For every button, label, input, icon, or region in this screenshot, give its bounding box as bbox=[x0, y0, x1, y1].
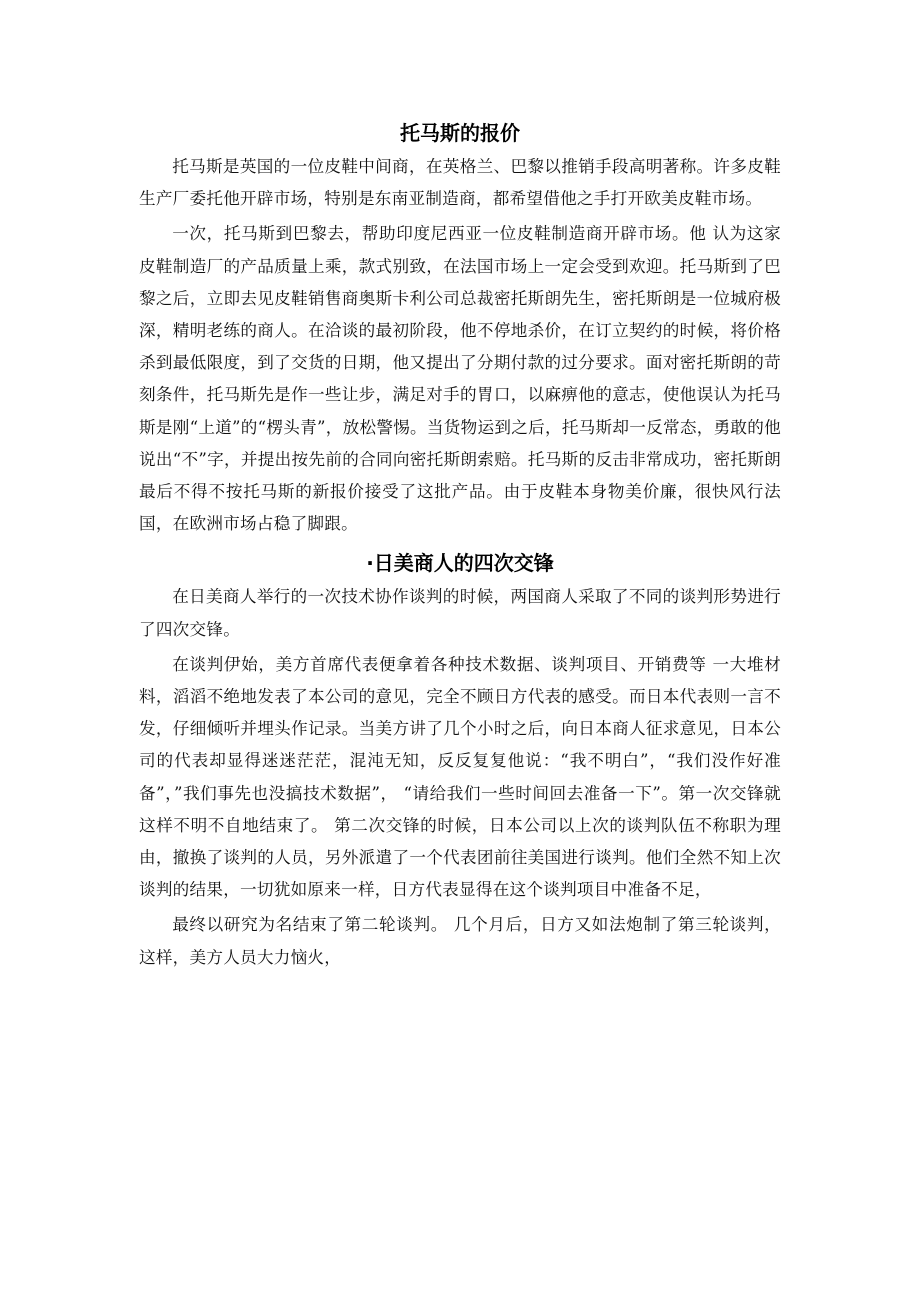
paragraph-third-round: 最终以研究为名结束了第二轮谈判。 几个月后，日方又如法炮制了第三轮谈判，这样，美方人员大力恼火， bbox=[139, 915, 781, 967]
paragraph-negotiation-intro: 在日美商人举行的一次技术协作谈判的时候，两国商人采取了不同的谈判形势进行了四次交锋。 bbox=[139, 587, 781, 639]
paragraph-thomas-intro: 托马斯是英国的一位皮鞋中间商，在英格兰、巴黎以推销手段高明著称。许多皮鞋生产厂委托他开辟市场，特别是东南亚制造商，都希望借他之手打开欧美皮鞋市场。 bbox=[139, 157, 781, 209]
paragraph-thomas-paris-story: 一次，托马斯到巴黎去，帮助印度尼西亚一位皮鞋制造商开辟市场。他 认为这家皮鞋制造厂的产品质量上乘，款式别致，在法国市场上一定会受到欢迎。托马斯到了巴黎之后，立即去见皮鞋销售商奥斯卡利公司总裁密托斯朗先生，密托斯朗是一位城府极深，精明老练的商人。在洽谈的最初阶段，他不停地杀价，在订立契约的时候，将价格杀到最低限度，到了交货的日期，他又提出了分期付款的过分要求。面对密托斯朗的苛刻条件，托马斯先是作一些让步，满足对手的胃口，以麻痹他的意志，使他误认为托马斯是刚“上道”的“楞头青”，放松警惕。当货物运到之后，托马斯却一反常态，勇敢的他说出“不”字，并提出按先前的合同向密托斯朗索赔。托马斯的反击非常成功，密托斯朗最后不得不按托马斯的新报价接受了这批产品。由于皮鞋本身物美价廉，很快风行法国，在欧洲市场占稳了脚跟。 bbox=[139, 224, 781, 534]
section-title-thomas-quote: 托马斯的报价 bbox=[400, 121, 520, 145]
paragraph-first-second-rounds: 在谈判伊始，美方首席代表便拿着各种技术数据、谈判项目、开销费等 一大堆材料，滔滔不绝地发表了本公司的意见，完全不顾日方代表的感受。而日本代表则一言不发，仔细倾听并埋头作记录。当美方讲了几个小时之后，向日本商人征求意见，日本公司的代表却显得迷迷茫茫，混沌无知，反反复复他说：“我不明白”，“我们没作好准备”，”我们事先也没搞技术数据”， “请给我们一些时间回去准备一下”。第一次交锋就这样不明不自地结束了。 第二次交锋的时候，日本公司以上次的谈判队伍不称职为理由，撤换了谈判的人员，另外派遣了一个代表团前往美国进行谈判。他们全然不知上次谈判的结果，一切犹如原来一样，日方代表显得在这个谈判项目中准备不足， bbox=[139, 654, 781, 900]
section-title-japan-us-negotiation: ·日美商人的四次交锋 bbox=[366, 551, 554, 576]
document-body bbox=[139, 117, 781, 974]
